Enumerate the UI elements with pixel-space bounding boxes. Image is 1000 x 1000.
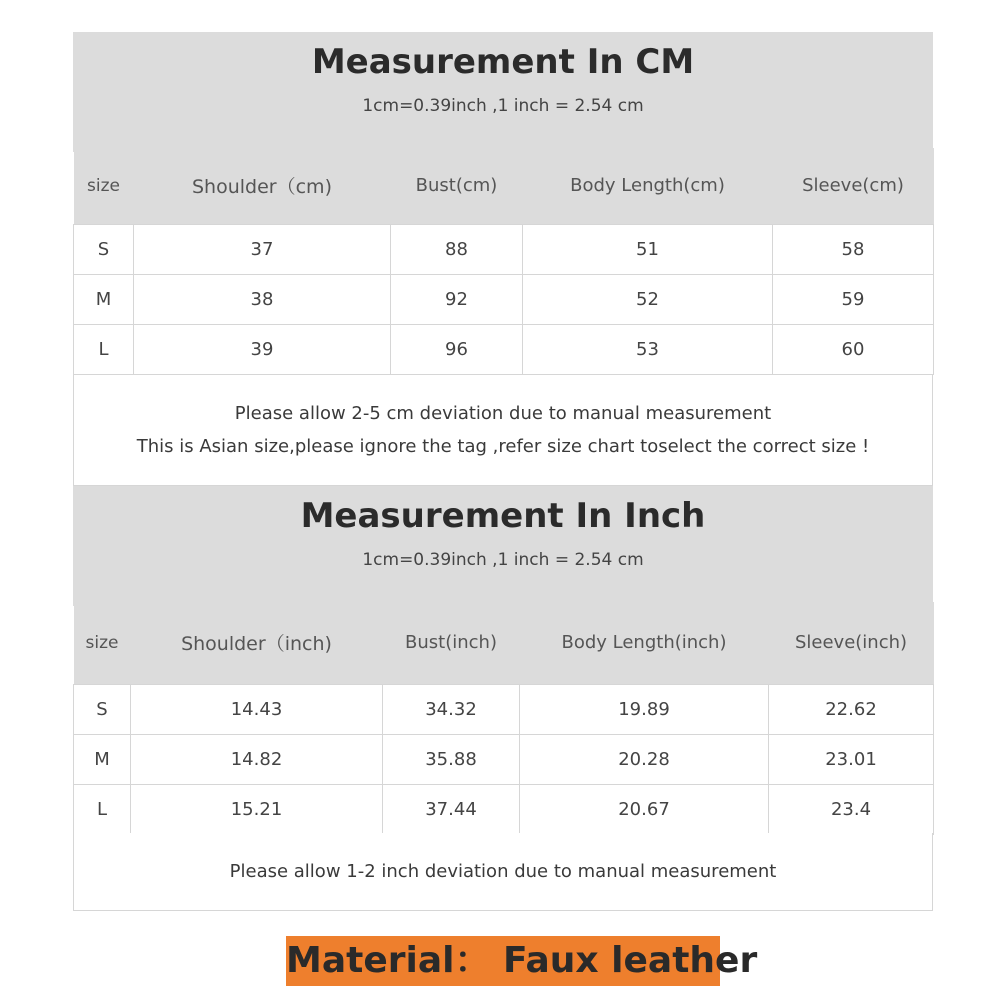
table-row bbox=[74, 324, 934, 374]
cm-cell-size: M bbox=[74, 274, 134, 324]
inch-header-size: size bbox=[74, 602, 131, 684]
table-row bbox=[74, 784, 934, 834]
table-row bbox=[74, 734, 934, 784]
cm-note-line-2: This is Asian size,please ignore the tag ,refer size chart toselect the correct size ! bbox=[136, 436, 870, 457]
inch-cell-body-length: 20.67 bbox=[520, 784, 769, 834]
table-row bbox=[74, 274, 934, 324]
cm-title-block bbox=[73, 32, 933, 152]
inch-cell-sleeve: 23.01 bbox=[769, 734, 934, 784]
cm-title: Measurement In CM bbox=[311, 42, 695, 82]
inch-subtitle: 1cm=0.39inch ,1 inch = 2.54 cm bbox=[362, 550, 644, 570]
inch-header-body-length: Body Length(inch) bbox=[520, 602, 769, 684]
cm-note-line-1: Please allow 2-5 cm deviation due to manual measurement bbox=[234, 403, 772, 424]
inch-measurement-panel bbox=[73, 486, 933, 911]
cm-cell-size: S bbox=[74, 224, 134, 274]
table-row bbox=[74, 224, 934, 274]
table-row bbox=[74, 684, 934, 734]
inch-cell-bust: 34.32 bbox=[383, 684, 520, 734]
inch-title-block bbox=[73, 486, 933, 606]
inch-header-row bbox=[74, 602, 934, 684]
inch-cell-size: L bbox=[74, 784, 131, 834]
cm-cell-sleeve: 58 bbox=[773, 224, 934, 274]
inch-title: Measurement In Inch bbox=[300, 496, 706, 536]
cm-cell-body-length: 51 bbox=[523, 224, 773, 274]
inch-size-table bbox=[73, 602, 934, 835]
cm-subtitle: 1cm=0.39inch ,1 inch = 2.54 cm bbox=[362, 96, 644, 116]
inch-deviation-note bbox=[73, 833, 933, 911]
cm-cell-shoulder: 38 bbox=[134, 274, 391, 324]
cm-cell-sleeve: 60 bbox=[773, 324, 934, 374]
inch-cell-shoulder: 14.43 bbox=[131, 684, 383, 734]
cm-cell-bust: 92 bbox=[391, 274, 523, 324]
cm-size-table bbox=[73, 148, 934, 375]
material-banner: Material： Faux leather bbox=[286, 936, 720, 986]
cm-cell-bust: 96 bbox=[391, 324, 523, 374]
cm-cell-sleeve: 59 bbox=[773, 274, 934, 324]
inch-cell-shoulder: 15.21 bbox=[131, 784, 383, 834]
cm-cell-body-length: 53 bbox=[523, 324, 773, 374]
inch-cell-body-length: 20.28 bbox=[520, 734, 769, 784]
inch-cell-shoulder: 14.82 bbox=[131, 734, 383, 784]
inch-header-shoulder: Shoulder（inch) bbox=[131, 602, 383, 684]
cm-cell-shoulder: 39 bbox=[134, 324, 391, 374]
inch-header-bust: Bust(inch) bbox=[383, 602, 520, 684]
cm-header-bust: Bust(cm) bbox=[391, 148, 523, 224]
cm-header-shoulder: Shoulder（cm) bbox=[134, 148, 391, 224]
cm-header-row bbox=[74, 148, 934, 224]
cm-header-body-length: Body Length(cm) bbox=[523, 148, 773, 224]
inch-cell-sleeve: 23.4 bbox=[769, 784, 934, 834]
cm-measurement-panel bbox=[73, 32, 933, 486]
cm-deviation-note bbox=[73, 375, 933, 486]
cm-cell-bust: 88 bbox=[391, 224, 523, 274]
cm-header-size: size bbox=[74, 148, 134, 224]
inch-cell-size: M bbox=[74, 734, 131, 784]
cm-cell-size: L bbox=[74, 324, 134, 374]
inch-cell-size: S bbox=[74, 684, 131, 734]
cm-cell-shoulder: 37 bbox=[134, 224, 391, 274]
inch-cell-sleeve: 22.62 bbox=[769, 684, 934, 734]
cm-cell-body-length: 52 bbox=[523, 274, 773, 324]
inch-cell-bust: 37.44 bbox=[383, 784, 520, 834]
inch-header-sleeve: Sleeve(inch) bbox=[769, 602, 934, 684]
inch-cell-bust: 35.88 bbox=[383, 734, 520, 784]
inch-cell-body-length: 19.89 bbox=[520, 684, 769, 734]
cm-header-sleeve: Sleeve(cm) bbox=[773, 148, 934, 224]
inch-note-line-1: Please allow 1-2 inch deviation due to manual measurement bbox=[229, 861, 777, 882]
